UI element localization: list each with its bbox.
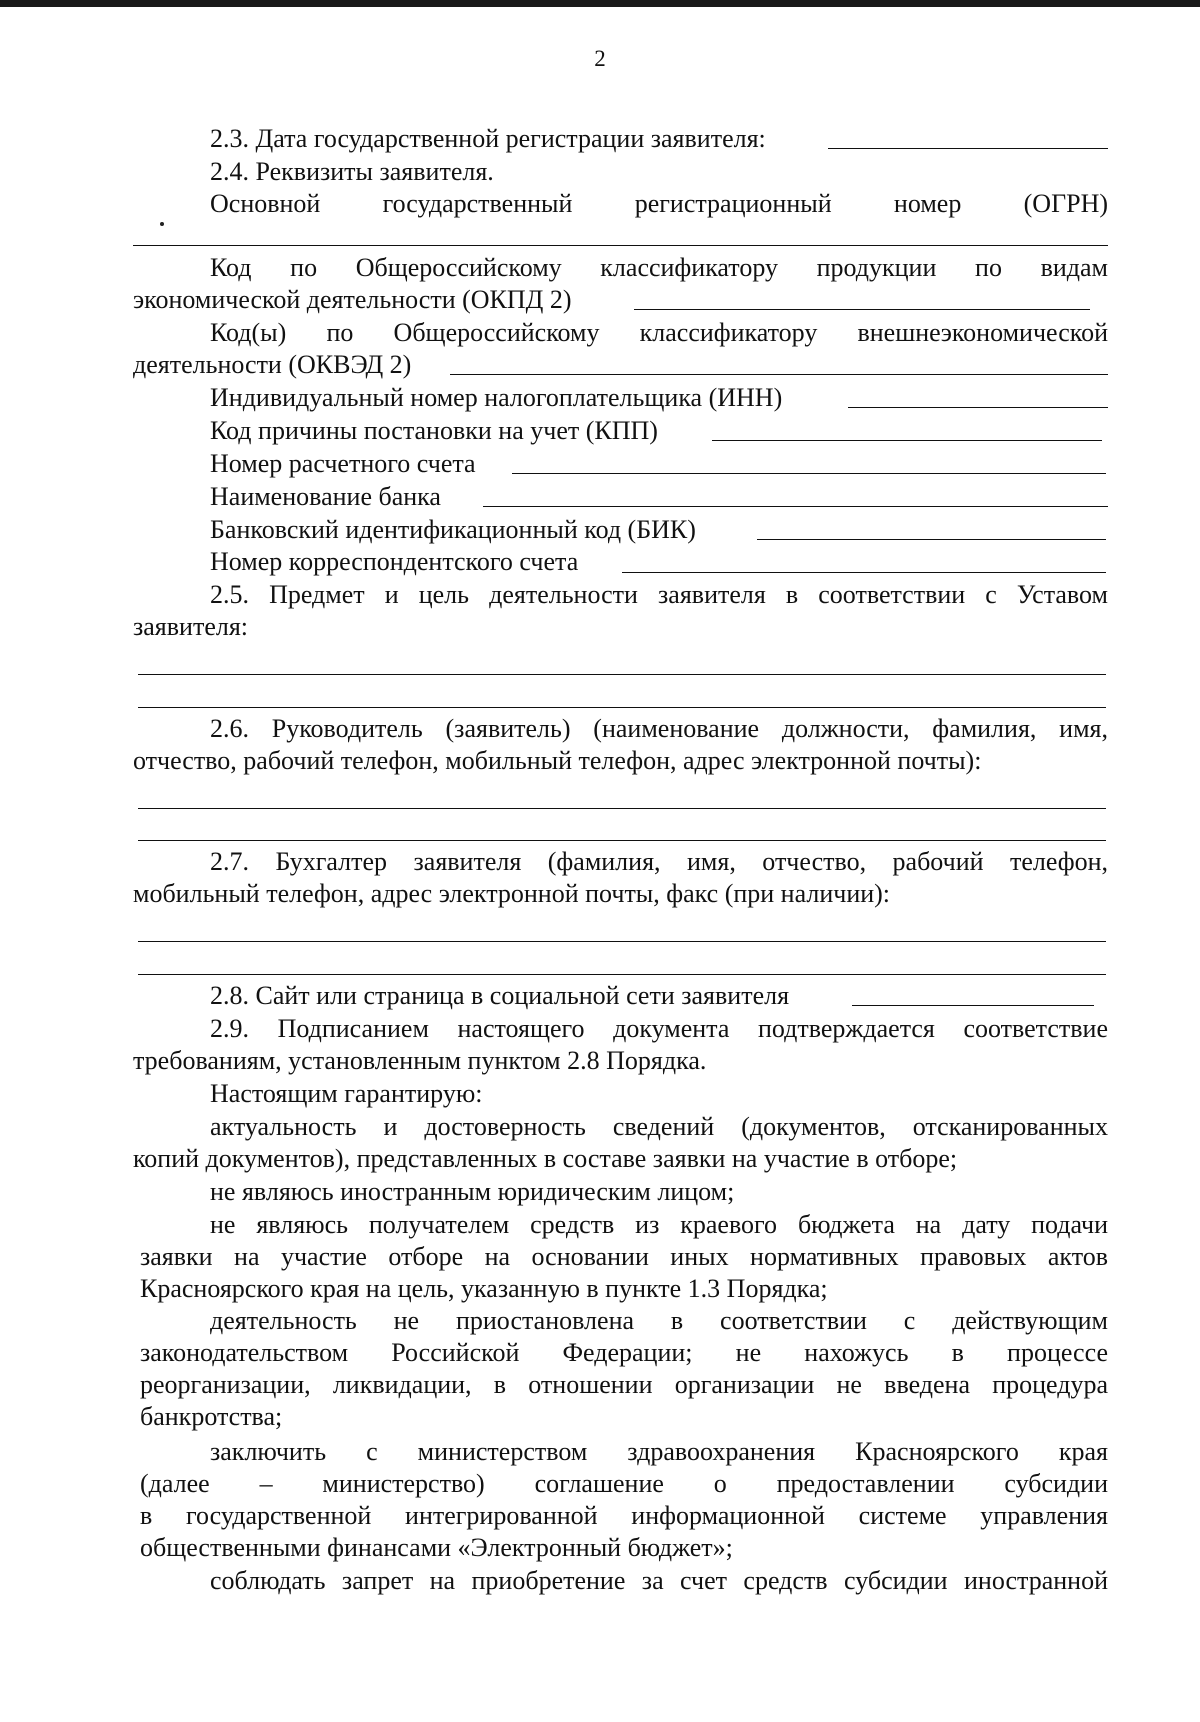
fill-line-ogrn <box>133 245 1108 246</box>
item-2-9-line-2: требованиям, установленным пунктом 2.8 Порядка. <box>133 1046 707 1075</box>
guarantee-5-line-1: заключить с министерством здравоохранения Красноярского края <box>210 1437 1108 1466</box>
inn-label: Индивидуальный номер налогоплательщика (ИНН) <box>210 383 783 412</box>
corr-account-label: Номер корреспондентского счета <box>210 547 579 576</box>
ogrn-label: Основной государственный регистрационный номер (ОГРН) <box>210 189 1108 218</box>
bank-label: Наименование банка <box>210 482 441 511</box>
item-2-4-requisites: 2.4. Реквизиты заявителя. <box>210 157 494 186</box>
item-2-8-website: 2.8. Сайт или страница в социальной сети заявителя <box>210 981 790 1010</box>
guarantee-1-line-1: актуальность и достоверность сведений (документов, отсканированных <box>210 1112 1108 1141</box>
kpp-label: Код причины постановки на учет (КПП) <box>210 416 658 445</box>
fill-line-2-7-a <box>138 941 1106 942</box>
guarantee-1-line-2: копий документов), представленных в составе заявки на участие в отборе; <box>133 1144 958 1173</box>
okved-label-line-1: Код(ы) по Общероссийскому классификатору внешнеэкономической <box>210 318 1108 347</box>
guarantee-4-line-4: банкротства; <box>140 1402 283 1431</box>
guarantee-4-line-1: деятельность не приостановлена в соответствии с действующим <box>210 1306 1108 1335</box>
fill-line-okpd <box>634 309 1090 310</box>
item-2-6-line-1: 2.6. Руководитель (заявитель) (наименование должности, фамилия, имя, <box>210 714 1108 743</box>
page-number: 2 <box>594 46 606 71</box>
guarantee-3-line-1: не являюсь получателем средств из краевого бюджета на дату подачи <box>210 1210 1108 1239</box>
scan-speck <box>160 222 164 226</box>
item-2-5-line-2: заявителя: <box>133 612 249 641</box>
guarantee-5-line-3: в государственной интегрированной информационной системе управления <box>140 1501 1108 1530</box>
fill-line-okved <box>450 374 1108 375</box>
fill-line-bank <box>483 506 1108 507</box>
guarantee-5-line-4: общественными финансами «Электронный бюджет»; <box>140 1533 733 1562</box>
item-2-9-line-1: 2.9. Подписанием настоящего документа подтверждается соответствие <box>210 1014 1108 1043</box>
fill-line-inn <box>848 407 1108 408</box>
okpd-label-line-2: экономической деятельности (ОКПД 2) <box>133 285 572 314</box>
fill-line-bik <box>757 539 1106 540</box>
guarantee-6-line-1: соблюдать запрет на приобретение за счет средств субсидии иностранной <box>210 1566 1108 1595</box>
fill-line-2-5-a <box>138 674 1106 675</box>
guarantee-2: не являюсь иностранным юридическим лицом; <box>210 1177 735 1206</box>
fill-line-2-7-b <box>138 974 1106 975</box>
fill-line-registration-date <box>828 148 1108 149</box>
item-2-7-line-1: 2.7. Бухгалтер заявителя (фамилия, имя, отчество, рабочий телефон, <box>210 847 1108 876</box>
guarantee-heading: Настоящим гарантирую: <box>210 1079 483 1108</box>
guarantee-4-line-2: законодательством Российской Федерации; не нахожусь в процессе <box>140 1338 1108 1367</box>
fill-line-kpp <box>712 440 1102 441</box>
fill-line-account <box>512 473 1106 474</box>
scan-top-edge <box>0 0 1200 7</box>
item-2-5-line-1: 2.5. Предмет и цель деятельности заявителя в соответствии с Уставом <box>210 580 1108 609</box>
account-label: Номер расчетного счета <box>210 449 476 478</box>
fill-line-2-6-b <box>138 840 1106 841</box>
fill-line-website <box>852 1005 1094 1006</box>
item-2-7-line-2: мобильный телефон, адрес электронной почты, факс (при наличии): <box>133 879 891 908</box>
item-2-6-line-2: отчество, рабочий телефон, мобильный телефон, адрес электронной почты): <box>133 746 982 775</box>
item-2-3-registration-date: 2.3. Дата государственной регистрации заявителя: <box>210 124 766 153</box>
fill-line-corr-account <box>622 572 1106 573</box>
guarantee-4-line-3: реорганизации, ликвидации, в отношении организации не введена процедура <box>140 1370 1108 1399</box>
bik-label: Банковский идентификационный код (БИК) <box>210 515 696 544</box>
fill-line-2-6-a <box>138 808 1106 809</box>
guarantee-5-line-2: (далее – министерство) соглашение о предоставлении субсидии <box>140 1469 1108 1498</box>
guarantee-3-line-3: Красноярского края на цель, указанную в пункте 1.3 Порядка; <box>140 1274 828 1303</box>
fill-line-2-5-b <box>138 707 1106 708</box>
okpd-label-line-1: Код по Общероссийскому классификатору продукции по видам <box>210 253 1108 282</box>
okved-label-line-2: деятельности (ОКВЭД 2) <box>133 350 412 379</box>
guarantee-3-line-2: заявки на участие отборе на основании иных нормативных правовых актов <box>140 1242 1108 1271</box>
